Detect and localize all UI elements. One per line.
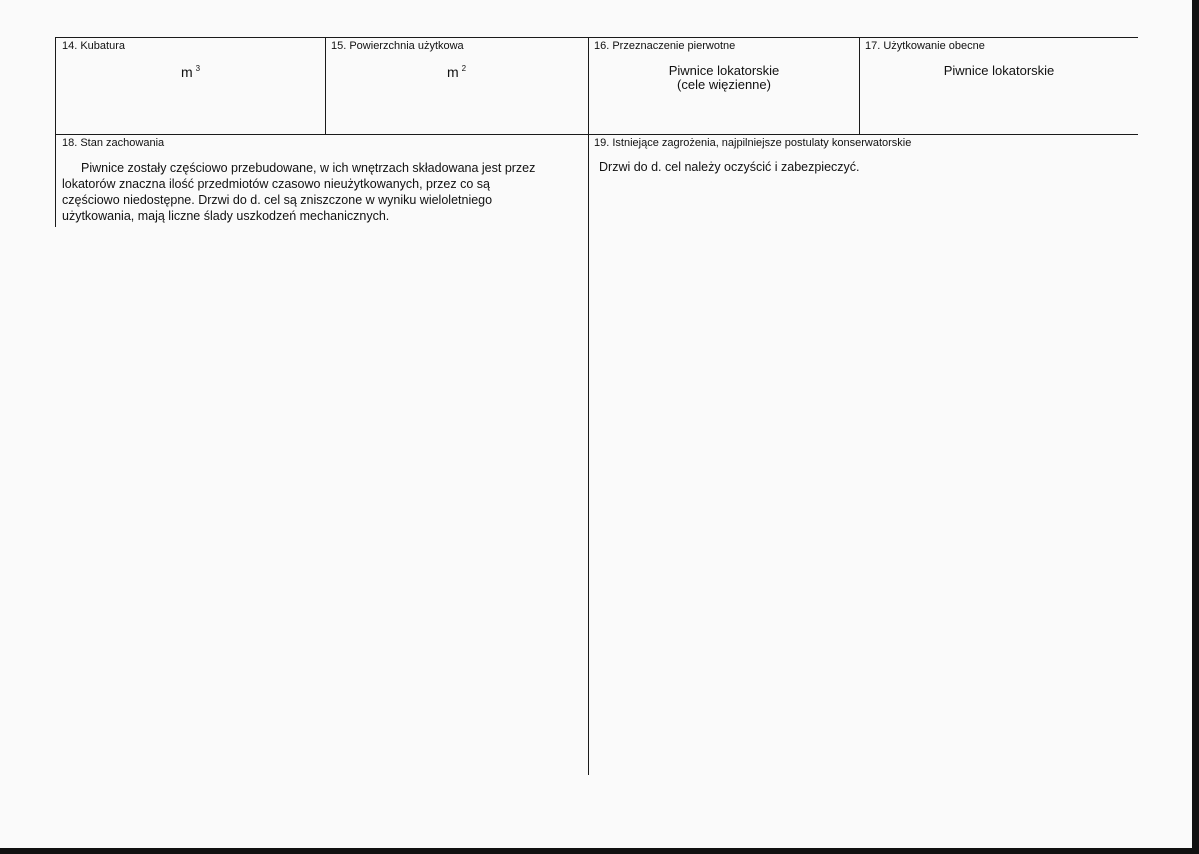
field-18-text: Piwnice zostały częściowo przebudowane, w ich wnętrzach składowana jest przez lokatorów znaczna ilość przedmiotów czasowo nieużytkowanych, przez co są częściowo niedostępne. Drzwi do d. cel są zniszczone w wyniku wieloletniego użytkowania, mają liczne ślady uszkodzeń mechanicznych. xyxy=(62,161,536,223)
field-19-text: Drzwi do d. cel należy oczyścić i zabezpieczyć. xyxy=(599,160,860,174)
field-19-label: 19. Istniejące zagrożenia, najpilniejsze postulaty konserwatorskie xyxy=(594,137,912,149)
field-14-unit-base: m xyxy=(181,64,193,80)
field-15-unit-exp: 2 xyxy=(461,64,467,73)
field-14-unit xyxy=(181,64,200,80)
field-15-label: 15. Powierzchnia użytkowa xyxy=(331,40,464,52)
row2-left-border xyxy=(55,134,56,227)
field-15-unit xyxy=(447,64,466,80)
field-17-value-line1: Piwnice lokatorskie xyxy=(943,63,1055,78)
row1-top-border xyxy=(55,37,1138,38)
field-18-label: 18. Stan zachowania xyxy=(62,137,165,149)
field-16-label: 16. Przeznaczenie pierwotne xyxy=(594,40,736,52)
row1-divider-3 xyxy=(859,37,860,134)
field-14-unit-exp: 3 xyxy=(195,64,201,73)
row-separator xyxy=(55,134,1138,135)
row1-divider-1 xyxy=(325,37,326,134)
row2-center-divider xyxy=(588,134,589,775)
field-14-label: 14. Kubatura xyxy=(62,40,125,52)
field-16-value-line2: (cele więzienne) xyxy=(677,77,771,92)
field-17-label: 17. Użytkowanie obecne xyxy=(865,40,985,52)
field-16-value xyxy=(589,64,859,92)
field-16-value-line1: Piwnice lokatorskie xyxy=(668,63,780,78)
field-17-value xyxy=(860,64,1138,78)
row1-left-border xyxy=(55,37,56,134)
field-15-unit-base: m xyxy=(447,64,459,80)
